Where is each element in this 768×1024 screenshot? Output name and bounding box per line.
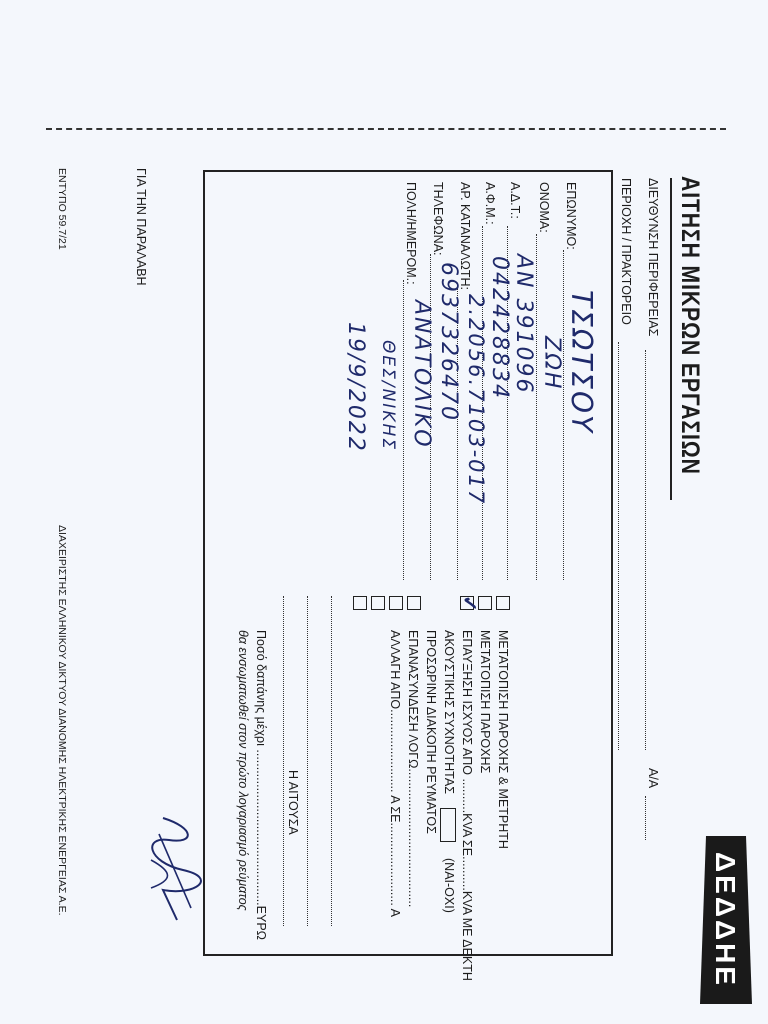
checkbox-5[interactable] xyxy=(371,596,385,610)
signature-icon xyxy=(138,810,203,930)
option-label-5: ΕΠΑΝΑΣΥΝΔΕΣΗ ΛΟΓΩ........................................ xyxy=(406,630,420,908)
field-label-surname: ΕΠΩΝΥΜΟ: xyxy=(564,182,578,250)
field-label-consumer: ΑΡ. ΚΑΤΑΝΑΛΩΤΗ: xyxy=(458,182,472,291)
cost-label: Ποσό δαπάνης μέχρι .............................................ΕΥΡΩ xyxy=(254,630,268,941)
blank-line-2 xyxy=(307,596,308,926)
field-label-id: Α.Δ.Τ.: xyxy=(508,182,522,219)
title-underline xyxy=(670,178,672,500)
field-label-city-date: ΠΟΛΗ/ΗΜΕΡΟΜ.: xyxy=(404,182,418,285)
applicant-label: Η ΑΙΤΟΥΣΑ xyxy=(286,770,300,835)
field-value-surname: ΤΣΩΤΣΟΥ xyxy=(565,290,598,435)
field-label-name: ΟΝΟΜΑ: xyxy=(537,182,551,233)
field-value-city: ΑΝΑΤΟΛΙΚΟ xyxy=(409,300,434,449)
area-label: ΠΕΡΙΟΧΗ / ΠΡΑΚΤΟΡΕΙΟ xyxy=(619,178,633,325)
company-logo xyxy=(700,836,752,1004)
field-line-name xyxy=(536,234,537,580)
receipt-label: ΓΙΑ ΤΗΝ ΠΑΡΑΛΑΒΗ xyxy=(134,168,148,286)
field-label-tax: Α.Φ.Μ.: xyxy=(483,182,497,225)
aa-line xyxy=(645,796,646,840)
nai-oxi-label: (ΝΑΙ-ΟΧΙ) xyxy=(442,858,456,913)
checkbox-4[interactable] xyxy=(389,596,403,610)
option-label-6: ΑΛΛΑΓΗ ΑΠΟ........................ Α ΣΕ........................ Α xyxy=(388,630,402,917)
blank-line-1 xyxy=(331,596,332,926)
option-label-3: ΑΚΟΥΣΤΙΚΗΣ ΣΥΧΝΟΤΗΤΑΣ xyxy=(442,630,456,794)
field-line-city-date xyxy=(403,280,404,580)
option-label-4: ΠΡΟΣΩΡΙΝΗ ΔΙΑΚΟΠΗ ΡΕΥΜΑΤΟΣ xyxy=(424,630,438,834)
form-code: ΕΝΤΥΠΟ 59.7/21 xyxy=(56,168,68,250)
footer-company: ΔΙΑΧΕΙΡΙΣΤΗΣ ΕΛΛΗΝΙΚΟΥ ΔΙΚΤΥΟΥ ΔΙΑΝΟΜΗΣ ΗΛΕΚΤΡΙΚΗΣ ΕΝΕΡΓΕΙΑΣ Α.Ε. xyxy=(56,525,68,916)
field-value-date: 19/9/2022 xyxy=(343,322,368,453)
nai-oxi-box[interactable] xyxy=(440,808,456,842)
field-label-phone: ΤΗΛΕΦΩΝΑ: xyxy=(431,182,445,256)
field-value-consumer: 2.2056.7103-017 xyxy=(464,294,488,506)
cost-note: θα ενσωματωθεί στον πρώτο λογαριασμό ρεύματος xyxy=(236,630,250,911)
field-value-city-extra: ΘΕΣ/ΝΙΚΗΣ xyxy=(378,340,398,451)
option-label-0: ΜΕΤΑΤΟΠΙΣΗ ΠΑΡΟΧΗΣ & ΜΕΤΡΗΤΗ xyxy=(496,630,510,849)
region-line xyxy=(645,350,646,750)
field-line-surname xyxy=(563,250,564,580)
option-label-1: ΜΕΤΑΤΟΠΙΣΗ ΠΑΡΟΧΗΣ xyxy=(478,630,492,774)
form-title: ΑΙΤΗΣΗ ΜΙΚΡΩΝ ΕΡΓΑΣΙΩΝ xyxy=(676,176,704,475)
field-value-tax: 042428834 xyxy=(487,256,512,400)
checkbox-0[interactable] xyxy=(496,596,510,610)
region-label: ΔΙΕΥΘΥΝΣΗ ΠΕΡΙΦΕΡΕΙΑΣ xyxy=(646,178,660,337)
field-value-phone: 6937326470 xyxy=(436,262,461,422)
checkbox-3[interactable] xyxy=(407,596,421,610)
option-label-2: ΕΠΑΥΞΗΣΗ ΙΣΧΥΟΣ ΑΠΟ ..........KVA ΣΕ..........KVA ΜΕ ΔΕΚΤΗ xyxy=(460,630,474,981)
blank-line-3 xyxy=(283,596,284,926)
logo-text: ΔΕΔΔΗΕ xyxy=(710,852,741,988)
aa-label: Α/Α xyxy=(646,768,660,789)
checkmark-icon: ✓ xyxy=(458,595,480,612)
checkbox-6[interactable] xyxy=(353,596,367,610)
area-line xyxy=(618,342,619,750)
logo-mark xyxy=(700,836,752,1004)
field-value-name: ΖΩΗ xyxy=(539,336,564,391)
field-value-id: ΑΝ 391096 xyxy=(511,254,536,395)
